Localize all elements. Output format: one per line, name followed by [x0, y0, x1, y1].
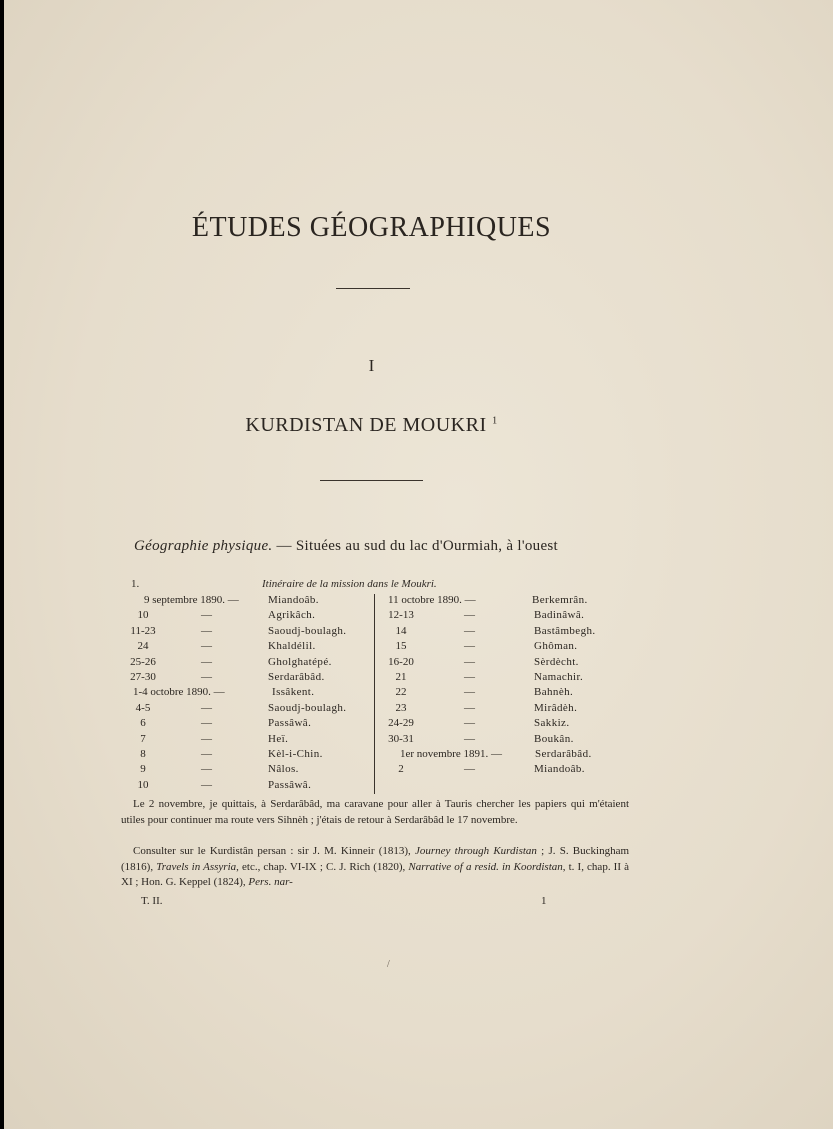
itinerary-dash: —: [201, 609, 212, 622]
itinerary-place: Boukân.: [534, 732, 574, 745]
itinerary-date: 27-30: [130, 671, 156, 683]
page: [4, 0, 833, 1129]
footnote-text-2d: , t. I, chap. II à XI ; Hon. G. Keppel (1824),: [121, 860, 629, 888]
itinerary-date: 9: [140, 763, 146, 776]
itinerary-dash: —: [201, 640, 212, 653]
itinerary-place: Passâwâ.: [268, 778, 312, 791]
footnote-paragraph-2: [121, 844, 629, 891]
itinerary-place: Kèl-i-Chin.: [268, 748, 323, 760]
page-title: ÉTUDES GÉOGRAPHIQUES: [191, 212, 552, 243]
volume-label: T. II.: [141, 895, 163, 907]
itinerary-date: 7: [140, 732, 146, 745]
section-title-text: KURDISTAN DE MOUKRI: [245, 414, 487, 436]
footnote-paragraph-1: [121, 797, 629, 828]
itinerary-place: Sakkiz.: [534, 717, 570, 730]
itinerary-date: 25-26: [130, 655, 156, 668]
itinerary-dash: —: [464, 717, 475, 730]
itinerary-date: 9 septembre 1890. —: [144, 594, 239, 606]
itinerary-date: 6: [140, 717, 146, 730]
itinerary-date: 8: [140, 748, 146, 760]
itinerary-date: 11 octobre 1890. —: [388, 594, 476, 606]
footnote-text-1: Le 2 novembre, je quittais, à Serdarâbâd, ma caravane pour aller à Tauris chercher les papiers qui m'étaient utiles pour continuer ma route vers Sihnèh ; j'étais de retour à Serdarâbâd le 17 novembre.: [121, 798, 629, 826]
itinerary-dash: —: [464, 671, 475, 683]
itinerary-place: Sèrdècht.: [534, 655, 579, 668]
footnote-marker: 1: [492, 415, 498, 427]
intro-paragraph: [134, 538, 558, 555]
itinerary-dash: —: [201, 671, 212, 683]
stray-mark: /: [387, 959, 390, 970]
itinerary-dash: —: [201, 748, 212, 760]
itinerary-dash: —: [201, 624, 212, 637]
itinerary-date: 10: [137, 778, 149, 791]
itinerary-place: Saoudj-boulagh.: [268, 701, 347, 714]
intro-text: — Situées au sud du lac d'Ourmiah, à l'ouest: [272, 538, 559, 554]
itinerary-dash: —: [201, 655, 212, 668]
itinerary-dash: —: [201, 778, 212, 791]
itinerary-dash: —: [201, 763, 212, 776]
itinerary-date: 2: [398, 763, 404, 776]
itinerary-date: 12-13: [388, 609, 414, 622]
itinerary-place: Saoudj-boulagh.: [268, 624, 347, 637]
itinerary-place: Berkemrân.: [532, 594, 588, 606]
itinerary-date: 24: [137, 640, 149, 653]
itinerary-date: 23: [395, 701, 407, 714]
itinerary-place: Serdarâbâd.: [535, 748, 592, 760]
footnote-italic-2: Travels in Assyria: [156, 860, 237, 873]
itinerary-dash: —: [464, 701, 475, 714]
itinerary-place: Serdarâbâd.: [268, 671, 325, 683]
footnote-number: 1.: [131, 578, 140, 590]
itinerary-date: 22: [395, 686, 407, 699]
section-title: [4, 414, 739, 437]
footnote-italic-1: Journey through Kurdistan: [415, 845, 537, 857]
section-divider: [320, 480, 423, 481]
itinerary-place: Mirâdèh.: [534, 701, 578, 714]
footnote-text-2c: , etc., chap. VI-IX ; C. J. Rich (1820),: [236, 860, 409, 873]
itinerary-dash: —: [464, 732, 475, 745]
itinerary-date: 1er novembre 1891. —: [400, 748, 503, 760]
itinerary-place: Heï.: [268, 732, 289, 745]
itinerary-dash: —: [464, 609, 475, 622]
itinerary-dash: —: [201, 701, 212, 714]
itinerary-date: 24-29: [388, 717, 414, 730]
itinerary-place: Miandoâb.: [268, 594, 319, 606]
footnote-text-2a: Consulter sur le Kurdistân persan : sir J. M. Kinneir (1813),: [133, 845, 416, 857]
itinerary-date: 14: [395, 624, 407, 637]
itinerary-date: 10: [137, 609, 149, 622]
itinerary-dash: —: [201, 717, 212, 730]
itinerary-date: 16-20: [388, 655, 414, 668]
section-number: I: [368, 356, 375, 375]
itinerary-title: Itinéraire de la mission dans le Moukri.: [262, 578, 437, 590]
itinerary-date: 1-4 octobre 1890. —: [133, 686, 225, 699]
itinerary-date: 11-23: [130, 624, 156, 637]
itinerary-date: 15: [395, 640, 407, 653]
signature-number: 1: [541, 895, 547, 907]
title-divider: [336, 288, 410, 289]
intro-italic: Géographie physique.: [134, 538, 273, 554]
footnote-italic-4: Pers. nar-: [248, 876, 293, 888]
itinerary-place: Agrikâch.: [268, 609, 316, 622]
itinerary-place: Miandoâb.: [534, 763, 585, 776]
column-divider: [374, 594, 375, 794]
itinerary-dash: —: [464, 640, 475, 653]
itinerary-place: Namachir.: [534, 671, 584, 683]
itinerary-place: Nâlos.: [268, 763, 299, 776]
itinerary-place: Gholghatépé.: [268, 655, 332, 668]
itinerary-date: 4-5: [135, 701, 151, 714]
itinerary-dash: —: [464, 624, 475, 637]
itinerary-dash: —: [464, 655, 475, 668]
itinerary-place: Issâkent.: [272, 686, 315, 699]
itinerary-dash: —: [464, 763, 475, 776]
itinerary-dash: —: [464, 686, 475, 699]
itinerary-dash: —: [201, 732, 212, 745]
itinerary-place: Bastâmbegh.: [534, 624, 596, 637]
footnote-text-2b: ; J. S. Buckingham (1816),: [121, 845, 630, 873]
itinerary-place: Badinâwâ.: [534, 609, 585, 622]
itinerary-place: Bahnèh.: [534, 686, 574, 699]
itinerary-date: 21: [395, 671, 407, 683]
footnote-italic-3: Narrative of a resid. in Koordistan: [408, 860, 563, 873]
itinerary-place: Khaldélil.: [268, 640, 316, 653]
itinerary-place: Passâwâ.: [268, 717, 312, 730]
itinerary-date: 30-31: [388, 732, 414, 745]
itinerary-place: Ghôman.: [534, 640, 578, 653]
